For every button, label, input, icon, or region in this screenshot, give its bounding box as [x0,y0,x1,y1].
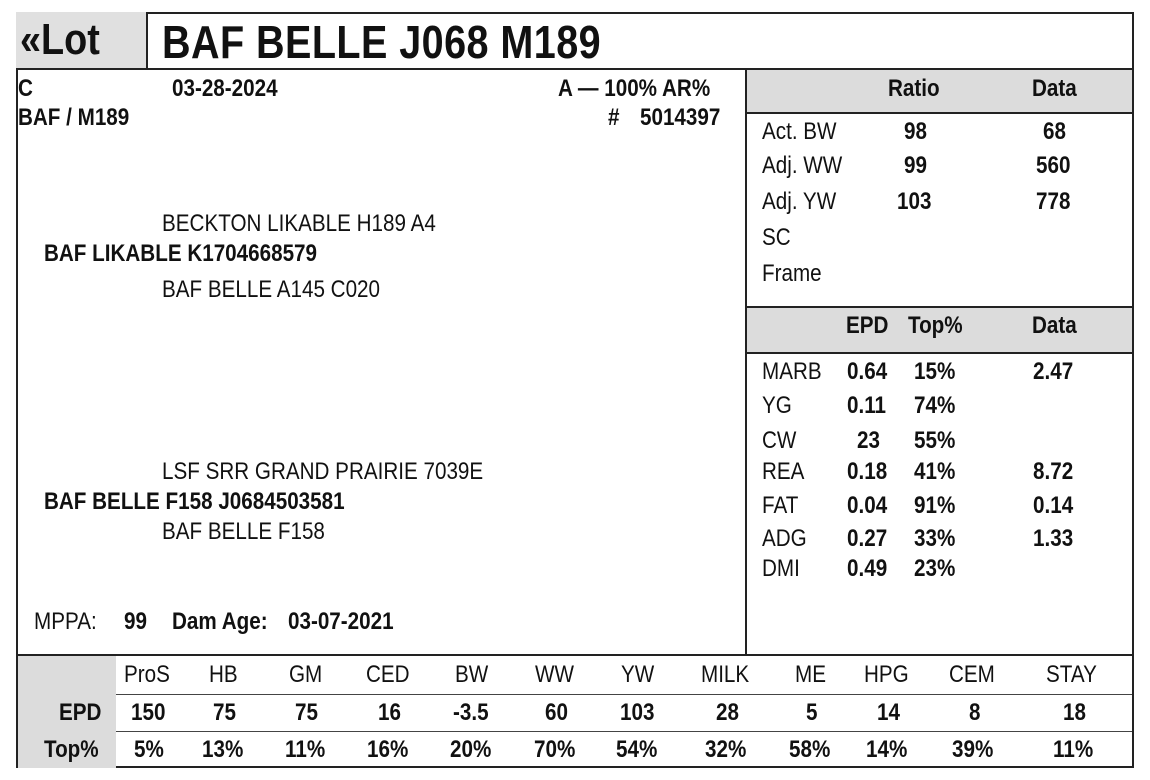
carcass-label: REA [762,458,805,485]
growth-data: 778 [1035,188,1071,215]
carcass-epd: 0.49 [846,555,887,582]
breed-info: A — 100% AR% [558,75,711,102]
herd-id: BAF / M189 [18,104,130,131]
top-pct-value: 32% [704,736,747,763]
epd-value: 18 [1020,695,1132,732]
epd-value: 14 [848,695,932,732]
lot-label: «Lot [16,12,148,70]
epd-value: 75 [266,695,350,732]
growth-label: Adj. WW [762,152,843,179]
top-pct-value: 58% [788,736,831,763]
epd-value: 8 [932,695,1020,732]
top-pct-value: 54% [615,736,658,763]
carcass-data: 1.33 [1032,525,1073,552]
trait-header: BW [432,656,516,695]
dam-age-value: 03-07-2021 [288,608,394,635]
epd-row-label: EPD [18,695,116,732]
trait-header: ME [778,656,848,695]
carcass-epd: 0.04 [846,492,887,519]
carcass-epd: 23 [856,427,880,454]
carcass-data: 0.14 [1032,492,1073,519]
epd-value: 5 [778,695,848,732]
trait-header: CED [350,656,432,695]
trait-header: HPG [848,656,932,695]
top-pct-row-label: Top% [18,732,116,769]
carcass-top-pct: 41% [913,458,956,485]
growth-label: SC [762,224,791,251]
trait-header: HB [186,656,266,695]
top-pct-value: 16% [366,736,409,763]
trait-header: WW [516,656,600,695]
dam-sire: LSF SRR GRAND PRAIRIE 7039E [162,458,484,485]
carcass-top-pct: 33% [913,525,956,552]
carcass-epd: 0.11 [847,392,887,419]
growth-ratio: 99 [903,152,927,179]
epd-value: 60 [516,695,600,732]
carcass-top-pct: 55% [913,427,956,454]
right-panel-divider [745,68,747,656]
dam: BAF BELLE F158 J0684503581 [44,488,345,515]
carcass-epd: 0.64 [846,358,887,385]
top-pct-value: 11% [1052,736,1093,763]
animal-name: BAF BELLE J068 M189 [162,16,602,68]
mppa-value: 99 [124,608,147,635]
top-pct-value: 5% [133,736,164,763]
growth-ratio: 103 [896,188,932,215]
carcass-header-rule [747,352,1134,354]
carcass-top-pct: 23% [913,555,956,582]
top-pct-value: 14% [865,736,908,763]
growth-data-header: Data [1032,75,1077,102]
sex: C [18,75,33,102]
epd-table [18,656,1132,768]
carcass-label: CW [762,427,797,454]
carcass-label: ADG [762,525,807,552]
top-pct-header: Top% [908,312,963,339]
top-pct-value: 39% [951,736,994,763]
epd-value: 28 [680,695,778,732]
growth-label: Frame [762,260,822,287]
epd-value: -3.5 [432,695,516,732]
carcass-label: FAT [762,492,799,519]
carcass-data: 2.47 [1032,358,1073,385]
top-pct-value: 20% [449,736,492,763]
carcass-data-header: Data [1032,312,1077,339]
carcass-data: 8.72 [1032,458,1073,485]
mppa-label: MPPA: [34,608,97,635]
dam-age-label: Dam Age: [172,608,268,635]
trait-header: GM [266,656,350,695]
top-pct-value: 13% [201,736,244,763]
ratio-header: Ratio [888,75,940,102]
epd-value-row [18,695,1132,732]
epd-corner-cell [18,656,116,695]
carcass-label: DMI [762,555,800,582]
carcass-label: YG [762,392,792,419]
epd-value: 16 [350,695,432,732]
birth-date: 03-28-2024 [172,75,278,102]
growth-data: 560 [1035,152,1071,179]
carcass-top-pct: 91% [913,492,956,519]
sire-sire: BECKTON LIKABLE H189 A4 [162,210,436,237]
epd-value: 150 [116,695,186,732]
epd-header: EPD [846,312,889,339]
trait-header: STAY [1020,656,1132,695]
carcass-epd: 0.27 [846,525,887,552]
registration-prefix: # [608,104,620,131]
top-pct-row [18,732,1132,769]
sire: BAF LIKABLE K1704668579 [44,240,318,267]
trait-header: ProS [116,656,186,695]
growth-header-rule [747,112,1134,114]
growth-ratio: 98 [903,118,927,145]
trait-header: CEM [932,656,1020,695]
carcass-label: MARB [762,358,822,385]
sire-dam: BAF BELLE A145 C020 [162,276,381,303]
trait-header: MILK [680,656,778,695]
top-pct-value: 70% [533,736,576,763]
epd-header-row [18,656,1132,695]
carcass-epd: 0.18 [846,458,887,485]
growth-label: Act. BW [762,118,837,145]
growth-label: Adj. YW [762,188,837,215]
growth-data: 68 [1042,118,1066,145]
trait-header: YW [600,656,680,695]
carcass-top-pct: 15% [913,358,956,385]
epd-value: 75 [186,695,266,732]
carcass-top-pct: 74% [913,392,956,419]
registration-number: 5014397 [640,104,721,131]
top-pct-value: 11% [284,736,325,763]
dam-dam: BAF BELLE F158 [162,518,325,545]
epd-value: 103 [600,695,680,732]
